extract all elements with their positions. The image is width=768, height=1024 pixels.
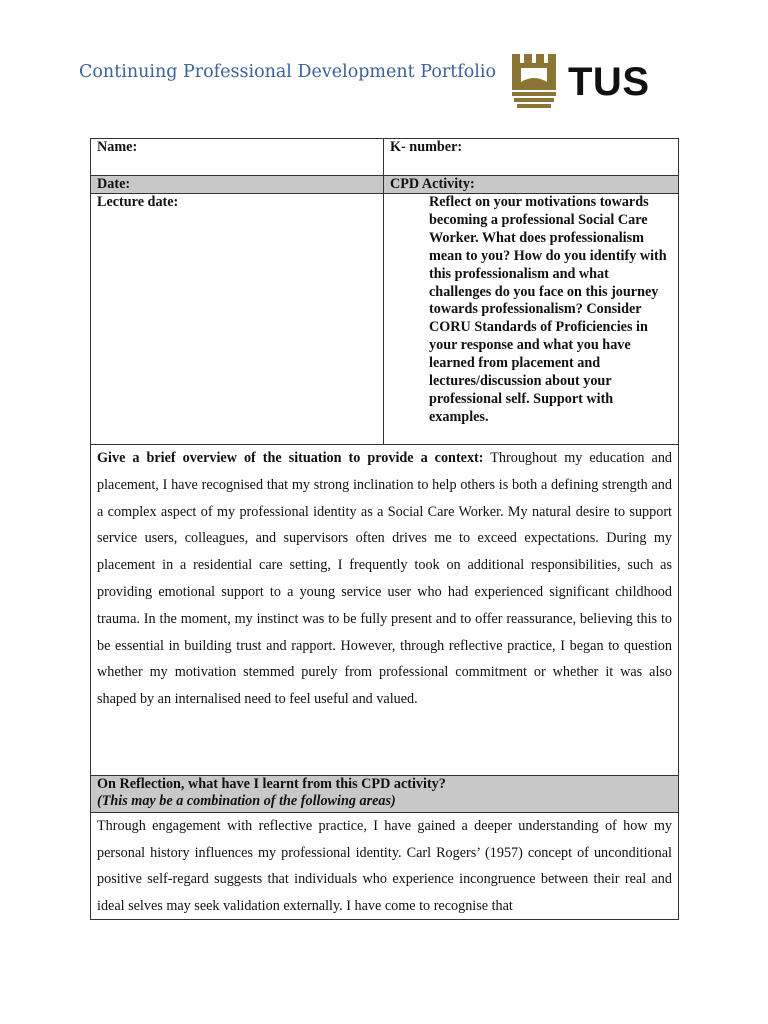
overview-cell[interactable] (91, 445, 679, 776)
reflection-sublabel: (This may be a combination of the following areas) (97, 793, 396, 809)
reflection-label: On Reflection, what have I learnt from this CPD activity? (97, 776, 446, 792)
castle-logo-icon (512, 52, 556, 112)
overview-text: Throughout my education and placement, I have recognised that my strong inclination to help others is both a defining strength and a complex aspect of my professional identity as a Social Care Worker. My natural desire to support service users, colleagues, and supervisors often drives me to exceed expectations. During my placement in a residential care setting, I frequently took on additional responsibilities, such as providing emotional support to a young service user who had experienced significant childhood trauma. In the moment, my instinct was to be fully present and to offer reassurance, believing this to be essential in building trust and rapport. However, through reflective practice, I began to question whether my motivation stemmed purely from professional commitment or whether it was also shaped by an internalised need to feel useful and valued. (97, 450, 673, 708)
name-cell[interactable] (91, 139, 384, 176)
overview-row (91, 445, 679, 776)
lecture-row (91, 194, 679, 445)
date-row (91, 176, 679, 194)
overview-label: Give a brief overview of the situation to provide a context: (97, 450, 484, 466)
learned-text[interactable]: Through engagement with reflective practice, I have gained a deeper understanding of how my personal history influences my professional identity. Carl Rogers’ (1957) concept of unconditional positive self-regard suggests that individuals who experience incongruence between their real and ideal selves may seek validation externally. I have come to recognise that (91, 813, 679, 920)
logo-text: TUS (568, 60, 650, 104)
reflection-header-row (91, 776, 679, 813)
knumber-label: K- number: (390, 139, 463, 155)
knumber-cell[interactable] (384, 139, 679, 176)
learned-row (91, 813, 679, 920)
tus-logo (512, 52, 662, 114)
lecture-date-label: Lecture date: (97, 194, 179, 210)
name-label: Name: (97, 139, 138, 155)
cpd-activity-text: Reflect on your motivations towards becoming a professional Social Care Worker. What does professionalism mean to you? How do you identify with this professionalism and what challenges do you face on this journey towards professionalism? Consider CORU Standards of Proficiencies in your response and what you have learned from placement and lectures/discussion about your professional self. Support with examples. (384, 194, 679, 445)
name-row (91, 139, 679, 176)
cpd-activity-label: CPD Activity: (390, 176, 475, 192)
lecture-date-cell[interactable] (91, 194, 384, 445)
cpd-form-table (90, 138, 679, 920)
page-title: Continuing Professional Development Portfolio (79, 62, 496, 82)
date-label: Date: (97, 176, 131, 192)
